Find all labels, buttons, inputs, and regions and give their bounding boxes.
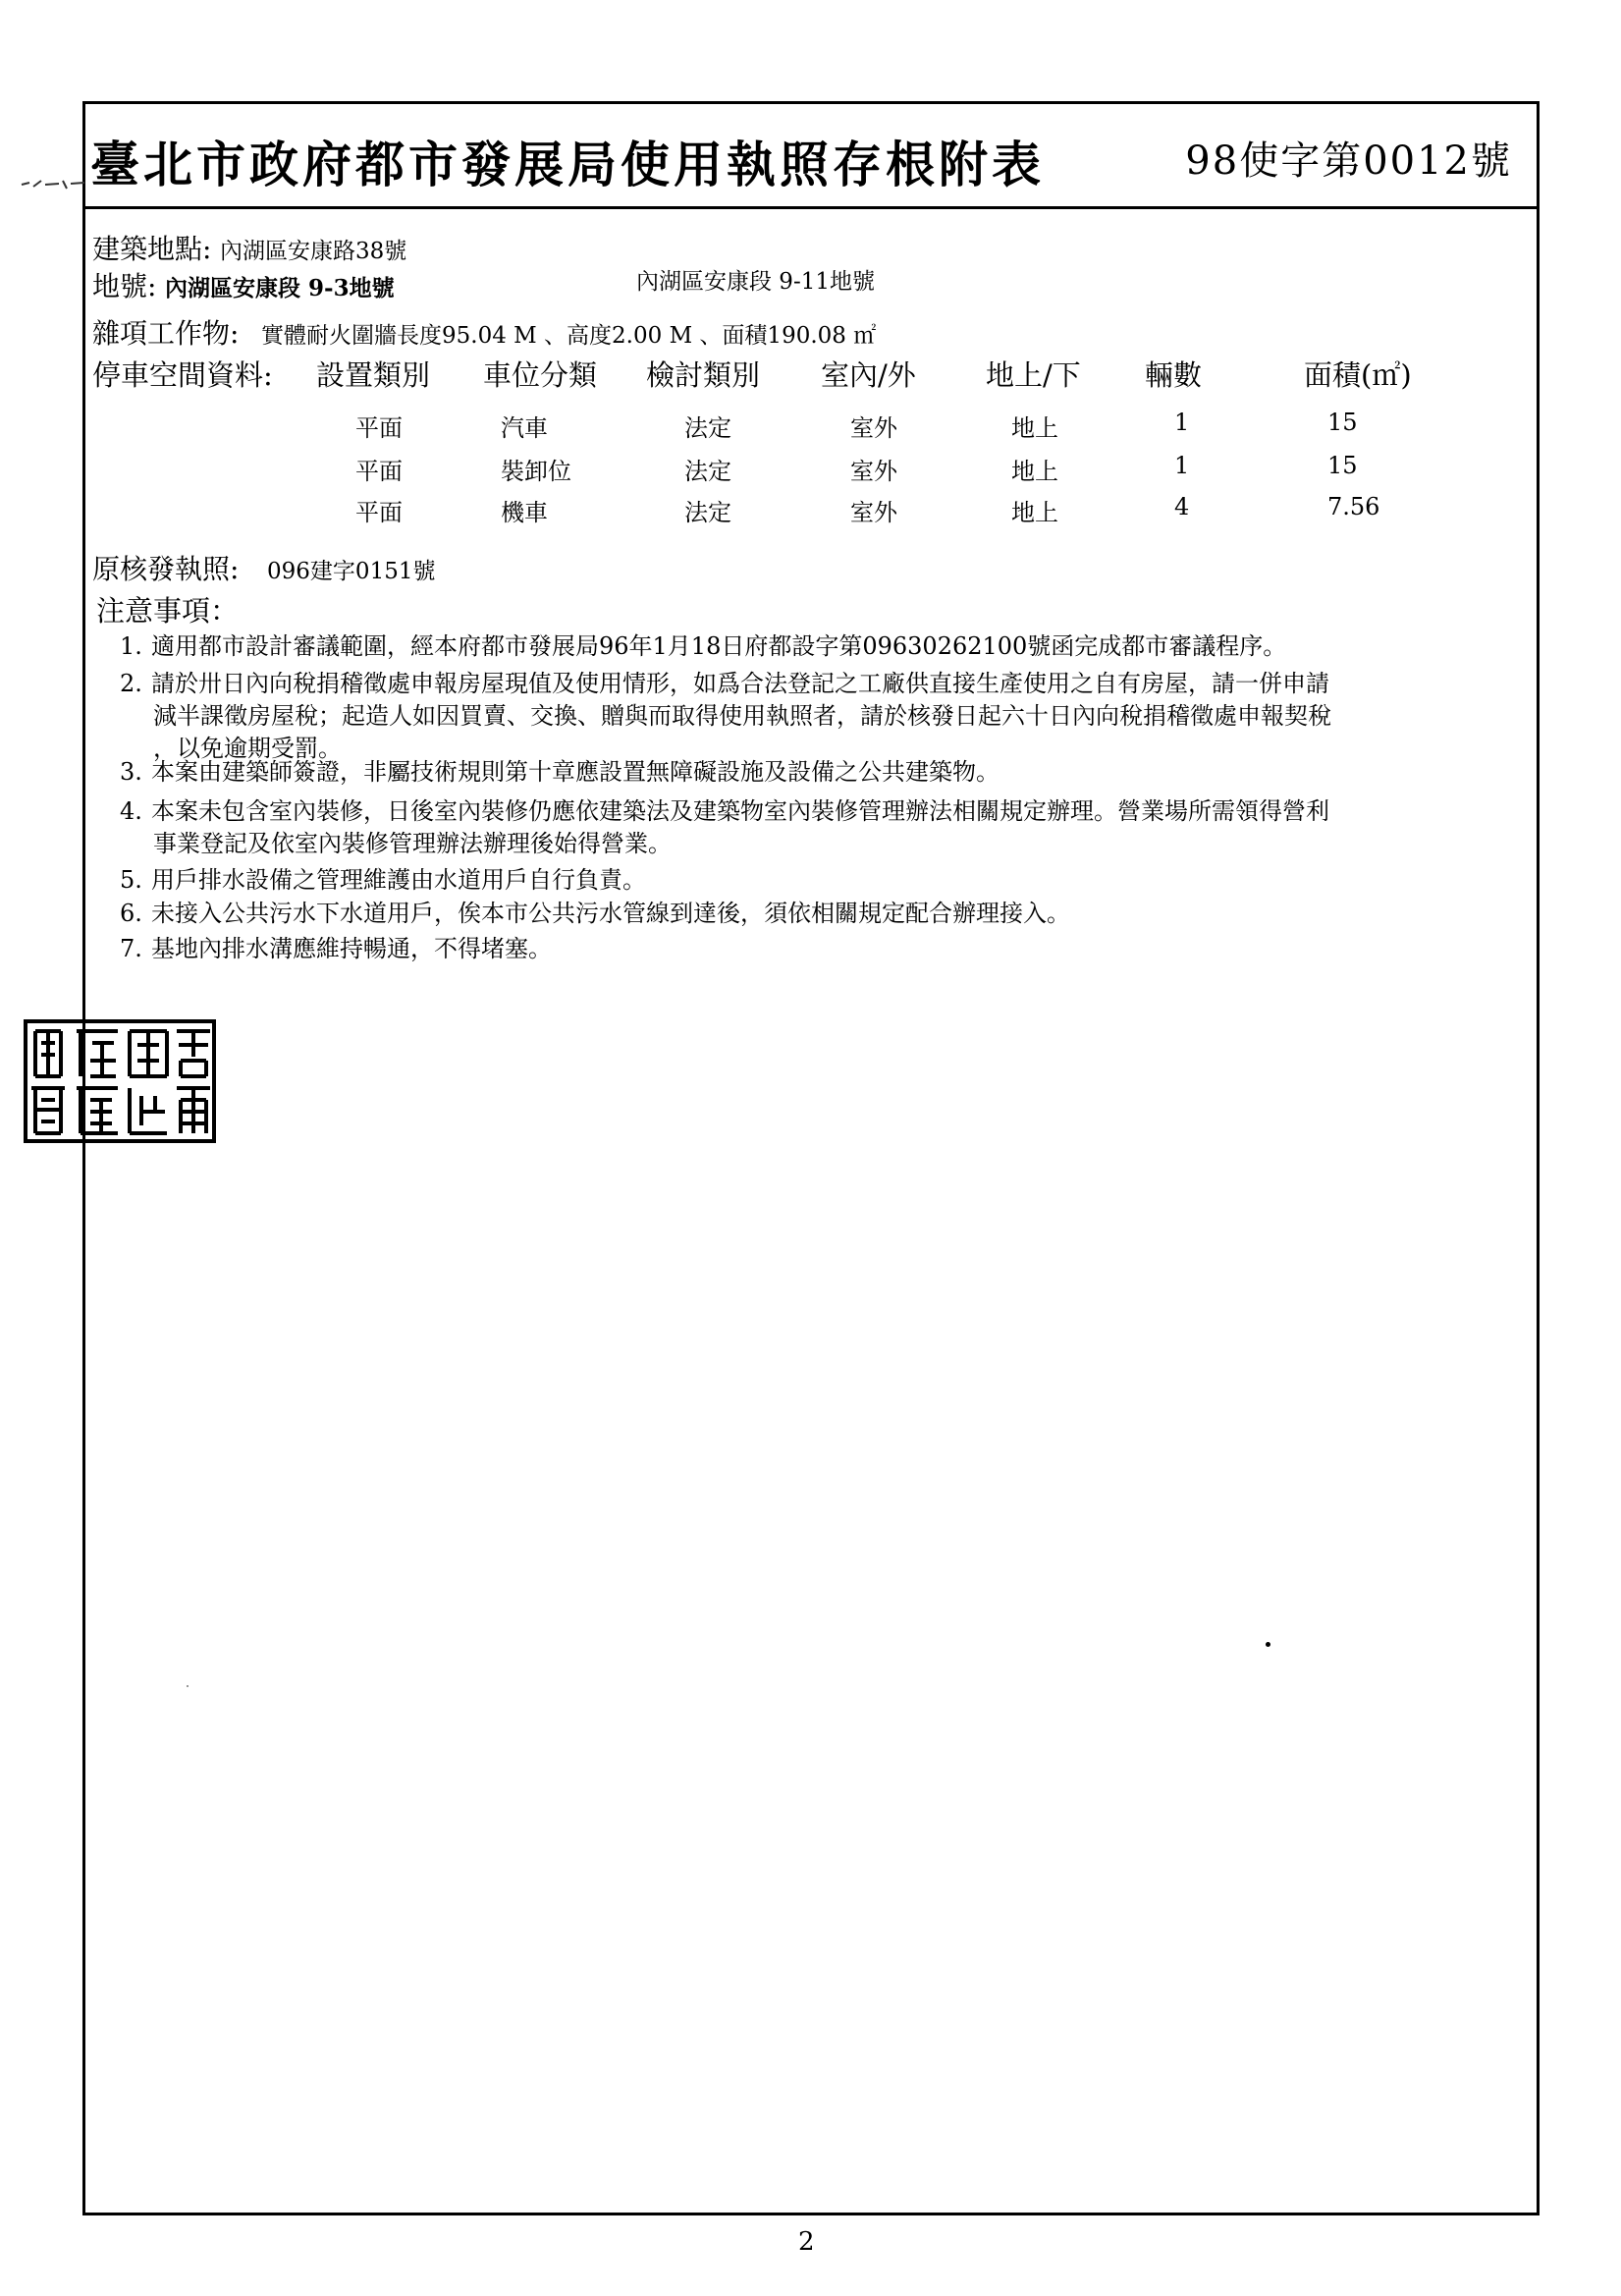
parking-header-level: 地上/下 (986, 358, 1081, 392)
note-text: ，以免逾期受罰。 (153, 735, 342, 762)
parking-cell: 地上 (1011, 499, 1058, 526)
original-license-field (92, 548, 435, 587)
note-item (120, 668, 1331, 765)
parking-cell: 15 (1327, 409, 1358, 436)
document-title: 臺北市政府都市發展局使用執照存根附表 (90, 136, 1045, 193)
notes-title: 注意事項： (96, 594, 240, 628)
site-label: 建築地點: (92, 233, 212, 265)
lot-value-1: 內湖區安康段 9-3地號 (165, 275, 395, 301)
scan-speck (187, 1685, 189, 1687)
parking-cell: 地上 (1011, 414, 1058, 442)
note-number: 7. (120, 935, 142, 962)
note-text: 適用都市設計審議範圍，經本府都市發展局96年1月18日府都設字第09630262100號函完成都市審議程序。 (151, 632, 1287, 660)
license-label: 原核發執照: (92, 553, 240, 585)
document-frame (82, 101, 1540, 2215)
note-text: 用戶排水設備之管理維護由水道用戶自行負責。 (151, 866, 646, 894)
parking-cell: 平面 (355, 499, 403, 526)
official-seal-stamp (22, 1017, 218, 1145)
site-field (92, 228, 406, 267)
page-number: 2 (798, 2227, 815, 2257)
lot-field (92, 265, 395, 304)
note-text: 請於卅日內向稅捐稽徵處申報房屋現值及使用情形，如爲合法登記之工廠供直接生產使用之自有房屋，請一併申請 (151, 670, 1329, 697)
scan-mark (20, 175, 88, 192)
parking-cell: 室外 (850, 414, 897, 442)
note-item (120, 864, 646, 897)
note-number: 3. (120, 758, 142, 786)
note-item (120, 933, 552, 965)
note-number: 4. (120, 797, 142, 825)
license-serial: 98使字第0012號 (1185, 138, 1512, 184)
parking-header-area: 面積(㎡) (1304, 358, 1412, 392)
parking-cell: 法定 (684, 499, 731, 526)
site-value: 內湖區安康路38號 (220, 239, 407, 264)
note-text: 基地內排水溝應維持暢通，不得堵塞。 (151, 935, 552, 962)
note-text: 未接入公共污水下水道用戶，俟本市公共污水管線到達後，須依相關規定配合辦理接入。 (151, 900, 1070, 927)
parking-cell: 法定 (684, 458, 731, 485)
parking-header-count: 輛數 (1145, 358, 1203, 392)
scan-speck (1266, 1642, 1270, 1647)
parking-header-class: 車位分類 (483, 358, 598, 392)
parking-cell: 15 (1327, 452, 1358, 479)
parking-cell: 平面 (355, 414, 403, 442)
parking-cell: 地上 (1011, 458, 1058, 485)
title-divider (82, 206, 1540, 209)
misc-field (92, 312, 876, 352)
parking-cell: 室外 (850, 499, 897, 526)
misc-label: 雜項工作物: (92, 317, 240, 350)
lot-value-2: 內湖區安康段 9-11地號 (636, 269, 875, 295)
note-item (120, 898, 1070, 930)
note-item (120, 756, 1000, 789)
parking-header-type: 設置類別 (316, 358, 431, 392)
parking-cell: 機車 (501, 499, 548, 526)
title-row (82, 108, 1540, 206)
note-item (120, 630, 1286, 663)
note-number: 2. (120, 670, 142, 697)
parking-cell: 室外 (850, 458, 897, 485)
note-text: 本案由建築師簽證，非屬技術規則第十章應設置無障礙設施及設備之公共建築物。 (151, 758, 1000, 786)
note-item (120, 795, 1329, 860)
parking-cell: 法定 (684, 414, 731, 442)
license-value: 096建字0151號 (267, 559, 436, 584)
parking-cell: 平面 (355, 458, 403, 485)
parking-cell: 4 (1174, 493, 1190, 520)
note-text: 事業登記及依室內裝修管理辦法辦理後始得營業。 (153, 830, 672, 857)
parking-label: 停車空間資料: (92, 358, 273, 392)
note-number: 1. (120, 632, 142, 660)
parking-header-review: 檢討類別 (646, 358, 761, 392)
parking-cell: 裝卸位 (501, 458, 571, 485)
note-number: 6. (120, 900, 142, 927)
parking-cell: 1 (1174, 452, 1190, 479)
note-text: 本案未包含室內裝修，日後室內裝修仍應依建築法及建築物室內裝修管理辦法相關規定辦理。營業場所需領得營利 (151, 797, 1329, 825)
parking-cell: 1 (1174, 409, 1190, 436)
lot-label: 地號: (92, 270, 157, 302)
note-text: 減半課徵房屋稅；起造人如因買賣、交換、贈與而取得使用執照者，請於核發日起六十日內向稅捐稽徵處申報契稅 (153, 702, 1331, 730)
parking-cell: 7.56 (1327, 493, 1380, 520)
misc-value: 實體耐火圍牆長度95.04 M 、高度2.00 M 、面積190.08 ㎡ (261, 323, 877, 349)
parking-cell: 汽車 (501, 414, 548, 442)
parking-header-indoor: 室內/外 (821, 358, 916, 392)
note-number: 5. (120, 866, 142, 894)
